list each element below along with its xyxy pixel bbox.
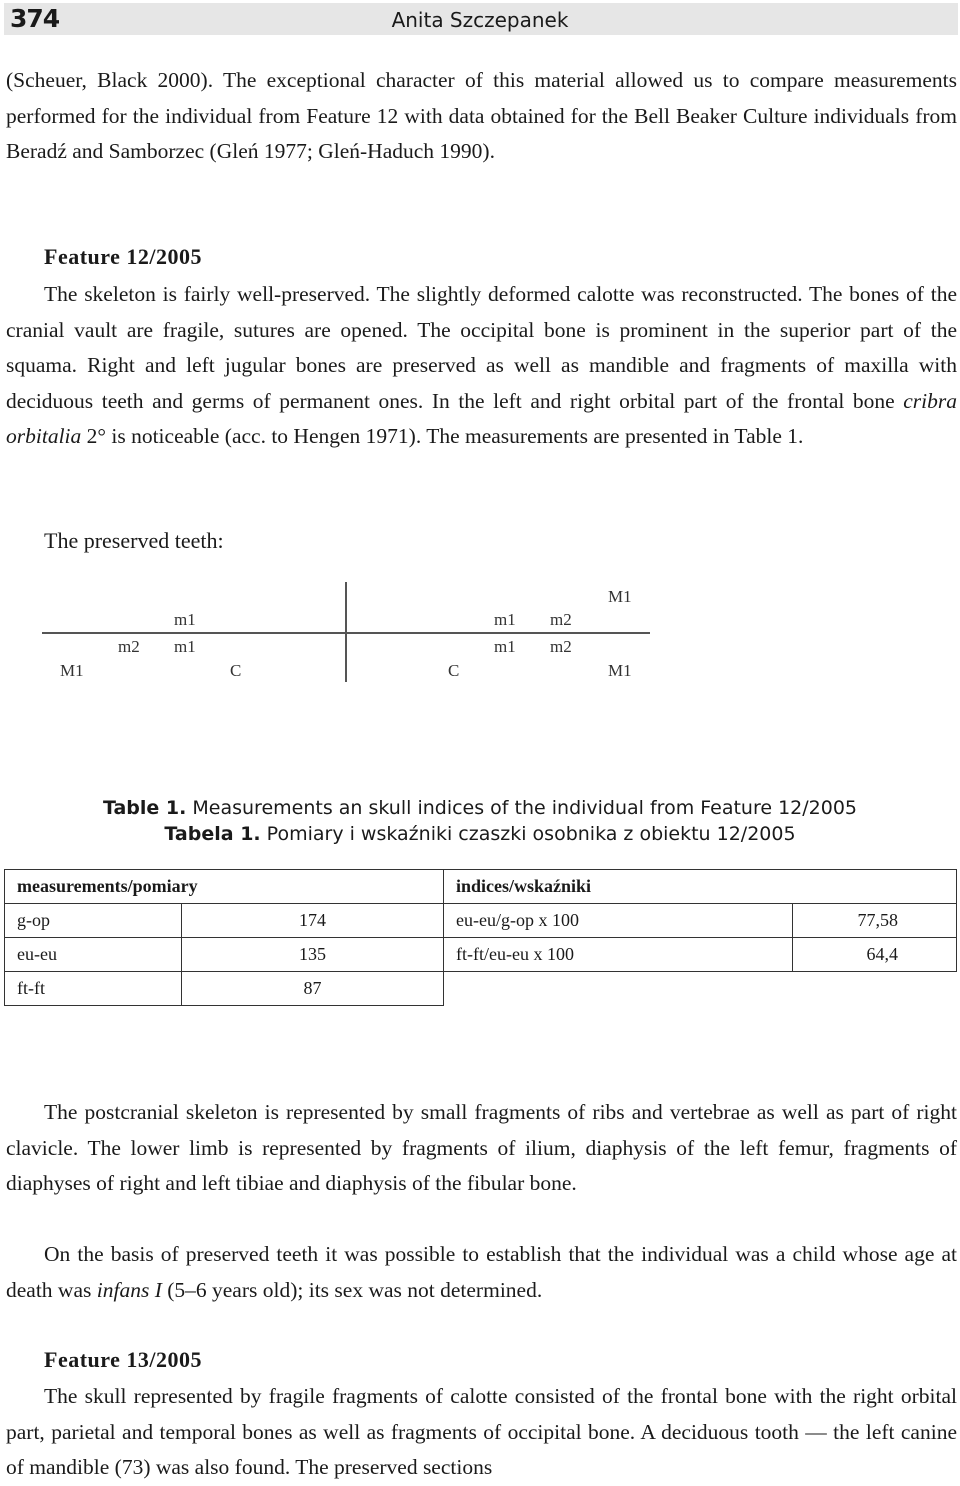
cribra-orbitalia-term: cribra orbitalia [6,388,957,448]
tooth-label: m2 [550,610,572,629]
feature-13-description: The skull represented by fragile fragments of calotte consisted of the frontal bone with the right orbital part, parietal and temporal bones as well as fragments of occipital bone. A deciduous tooth — the left canine of mandible (73) was also found. The preserved sections [6,1384,957,1479]
measurement-name: eu-eu [5,938,182,972]
table-caption-en-text: Measurements an skull indices of the individual from Feature 12/2005 [186,797,858,819]
tooth-label: m2 [550,637,572,656]
table-caption-en [0,797,960,819]
chart-horizontal-line [42,632,650,634]
tooth-label: C [230,661,242,680]
tooth-label: m1 [174,637,196,656]
age-text-b: (5–6 years old); its sex was not determined. [161,1277,543,1302]
tooth-label: m2 [118,637,140,656]
header-indices: indices/wskaźniki [444,870,957,904]
empty-cell [793,972,957,1006]
table-caption-en-label: Table 1. [102,797,187,819]
feature-13-heading: Feature 13/2005 [44,1347,203,1372]
preserved-teeth-label: The preserved teeth: [44,528,224,553]
feature-12-text-b: 2° is noticeable (acc. to Hengen 1971). The measurements are presented in Table 1. [81,424,804,448]
measurement-value: 135 [182,938,444,972]
tooth-label: m1 [494,610,516,629]
measurement-value: 87 [182,972,444,1006]
table-caption-pl [0,823,960,845]
measurement-name: g-op [5,904,182,938]
table-caption-pl-text: Pomiary i wskaźniki czaszki osobnika z obiektu 12/2005 [260,823,796,845]
measurements-table [4,869,957,1006]
table-row [5,972,957,1006]
postcranial-paragraph: The postcranial skeleton is represented by small fragments of ribs and vertebrae as well as part of right clavicle. The lower limb is represented by fragments of ilium, diaphysis of the left femur, fragments of diaphyses of right and left tibiae and diaphysis of the fibular bone. [6,1100,957,1195]
intro-paragraph: (Scheuer, Black 2000). The exceptional character of this material allowed us to compare measurements performed for the individual from Feature 12 with data obtained for the Bell Beaker Culture individuals from Beradź and Samborzec (Gleń 1977; Gleń-Haduch 1990). [6,68,957,163]
index-value: 64,4 [793,938,957,972]
tooth-label: M1 [60,661,84,680]
measurement-value: 174 [182,904,444,938]
index-value: 77,58 [793,904,957,938]
feature-12-description [6,277,957,455]
page-number: 374 [10,4,60,33]
tooth-label: M1 [608,661,632,680]
index-name: ft-ft/eu-eu x 100 [444,938,793,972]
table-row [5,904,957,938]
tooth-label: m1 [174,610,196,629]
header-measurements: measurements/pomiary [5,870,444,904]
table-row [5,938,957,972]
age-text-a: On the basis of preserved teeth it was possible to establish that the individual was a child whose age at death was [6,1242,957,1302]
tooth-label: m1 [494,637,516,656]
running-head-author: Anita Szczepanek [391,8,569,32]
age-paragraph [6,1237,957,1308]
measurement-name: ft-ft [5,972,182,1006]
tooth-label: C [448,661,460,680]
feature-12-heading: Feature 12/2005 [44,244,203,269]
empty-cell [444,972,793,1006]
index-name: eu-eu/g-op x 100 [444,904,793,938]
table-header-row [5,870,957,904]
tooth-label: M1 [608,587,632,606]
infans-term: infans I [96,1277,162,1302]
table-caption-pl-label: Tabela 1. [164,823,261,845]
feature-12-text-a: The skeleton is fairly well-preserved. The slightly deformed calotte was reconstructed. The bones of the cranial vault are fragile, sutures are opened. The occipital bone is prominent in the superior part of the squama. Right and left jugular bones are preserved as well as mandible and fragments of maxilla with deciduous teeth and germs of permanent ones. In the left and right orbital part of the frontal bone [6,282,957,413]
